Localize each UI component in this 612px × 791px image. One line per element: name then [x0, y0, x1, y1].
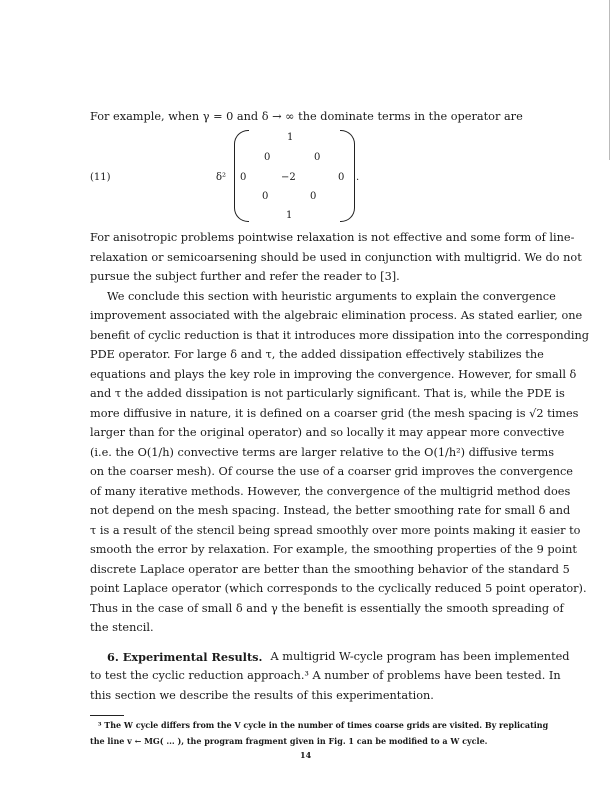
- matrix-cell: 1: [287, 132, 294, 143]
- para2-line: improvement associated with the algebraic elimination process. As stated earlier, one: [90, 309, 583, 322]
- footnote-line: ³ The W cycle differs from the V cycle in the number of times coarse grids are visited. By replicating: [98, 720, 549, 730]
- matrix-cell: 0: [240, 172, 247, 183]
- para2-line: and τ the added dissipation is not particularly significant. That is, while the PDE is: [90, 387, 565, 400]
- section-line: A multigrid W-cycle program has been implemented: [270, 650, 570, 663]
- para2-line: τ is a result of the stencil being spread smoothly over more points making it easier to: [90, 524, 581, 537]
- section-first-line: [107, 650, 570, 664]
- para2-line: discrete Laplace operator are better than the smoothing behavior of the standard 5: [90, 563, 570, 576]
- matrix-cell: 0: [262, 191, 269, 202]
- matrix-cell: 0: [314, 152, 321, 163]
- section-heading: 6. Experimental Results.: [107, 650, 263, 664]
- para2-line: We conclude this section with heuristic arguments to explain the convergence: [107, 290, 556, 303]
- matrix-cell: −2: [281, 172, 296, 183]
- para2-line: on the coarser mesh). Of course the use of a coarser grid improves the convergence: [90, 465, 573, 478]
- para1-line: relaxation or semicoarsening should be used in conjunction with multigrid. We do not: [90, 251, 582, 264]
- equation-period: .: [356, 172, 360, 183]
- para2-line: PDE operator. For large δ and τ, the added dissipation effectively stabilizes the: [90, 348, 544, 361]
- para2-line: not depend on the mesh spacing. Instead, the better smoothing rate for small δ and: [90, 504, 571, 517]
- equation-factor: δ²: [216, 172, 227, 183]
- para2-line: point Laplace operator (which corresponds to the cyclically reduced 5 point operator).: [90, 582, 587, 595]
- para1-line: pursue the subject further and refer the reader to [3].: [90, 270, 400, 283]
- footnote-line: the line v ← MG( ... ), the program fragment given in Fig. 1 can be modified to a W cycle.: [90, 736, 488, 746]
- para2-line: more diffusive in nature, it is defined on a coarser grid (the mesh spacing is √2 times: [90, 407, 579, 420]
- para2-line: (i.e. the O(1/h) convective terms are larger relative to the O(1/h²) diffusive terms: [90, 446, 554, 459]
- section-line: this section we describe the results of this experimentation.: [90, 689, 434, 702]
- equation-number: (11): [90, 172, 111, 183]
- section-line: to test the cyclic reduction approach.³ A number of problems have been tested. In: [90, 669, 561, 682]
- intro-line: For example, when γ = 0 and δ → ∞ the dominate terms in the operator are: [90, 110, 523, 123]
- matrix-cell: 0: [264, 152, 271, 163]
- para2-line: the stencil.: [90, 621, 154, 634]
- para2-line: larger than for the original operator) and so locally it may appear more convective: [90, 426, 565, 439]
- para2-line: equations and plays the key role in improving the convergence. However, for small δ: [90, 368, 577, 381]
- matrix-cell: 0: [338, 172, 345, 183]
- para2-line: benefit of cyclic reduction is that it introduces more dissipation into the corresponding: [90, 329, 590, 342]
- matrix-cell: 0: [310, 191, 317, 202]
- para2-line: Thus in the case of small δ and γ the benefit is essentially the smooth spreading of: [90, 602, 564, 615]
- footnote-rule: [90, 715, 124, 716]
- para2-line: of many iterative methods. However, the convergence of the multigrid method does: [90, 485, 571, 498]
- para1-line: For anisotropic problems pointwise relaxation is not effective and some form of line-: [90, 231, 575, 244]
- matrix-cell: 1: [286, 210, 293, 221]
- page-number: 14: [300, 750, 312, 760]
- scan-edge: [609, 0, 610, 160]
- para2-line: smooth the error by relaxation. For example, the smoothing properties of the 9 point: [90, 543, 577, 556]
